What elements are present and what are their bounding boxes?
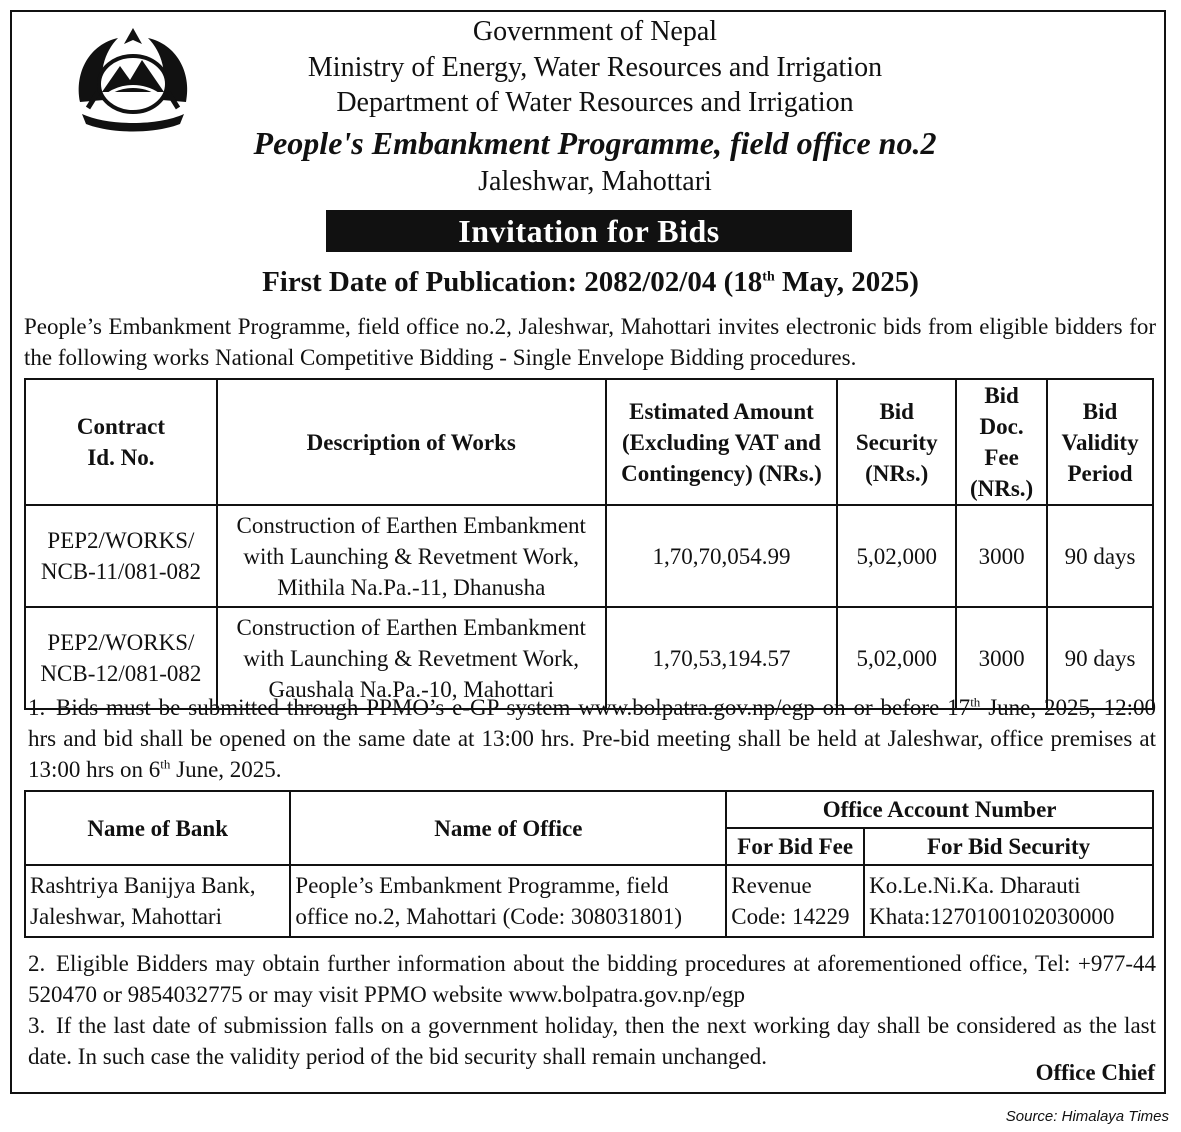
contract-id-cell: PEP2/WORKS/ NCB-12/081-082 [25, 607, 217, 709]
bank-table-header [25, 791, 1153, 828]
office-heading: People's Embankment Programme, field office no.2 [253, 125, 937, 161]
fee-cell: 3000 [956, 505, 1047, 607]
security-cell: 5,02,000 [837, 607, 956, 709]
works-table [24, 378, 1154, 710]
ministry-heading: Ministry of Energy, Water Resources and Irrigation [307, 52, 883, 83]
header-account-number: Office Account Number [726, 791, 1153, 828]
header-description: Description of Works [217, 379, 606, 505]
header-bid-security: Bid Security (NRs.) [837, 379, 956, 505]
header-bank-name: Name of Bank [25, 791, 290, 865]
note-1: 1. Bids must be submitted through PPMO’s e-GP system www.bolpatra.gov.np/egp on or before 17th June, 2025, 12:00 hrs and bid shall be opened on the same date at 13:00 hrs. Pre-bid meeting shall be held at Jaleshwar, office premises at 13:00 hrs on 6th June, 2025. [28, 694, 1156, 782]
validity-cell: 90 days [1047, 505, 1153, 607]
fee-cell: 3000 [956, 607, 1047, 709]
amount-cell: 1,70,70,054.99 [606, 505, 838, 607]
header-estimated-amount: Estimated Amount (Excluding VAT and Contingency) (NRs.) [606, 379, 838, 505]
description-cell: Construction of Earthen Embankment with Launching & Revetment Work, Gaushala Na.Pa.-10, Mahottari [217, 607, 606, 709]
department-heading: Department of Water Resources and Irrigation [336, 87, 854, 118]
office-name-cell: People’s Embankment Programme, field office no.2, Mahottari (Code: 308031801) [290, 865, 726, 937]
header-bid-security-account: For Bid Security [864, 828, 1153, 865]
bid-fee-account-cell: Revenue Code: 14229 [726, 865, 864, 937]
works-table-header [25, 379, 1153, 505]
nepal-emblem-icon [68, 22, 198, 134]
bank-name-cell: Rashtriya Banijya Bank, Jaleshwar, Mahottari [25, 865, 290, 937]
table-row [25, 865, 1153, 937]
description-cell: Construction of Earthen Embankment with Launching & Revetment Work, Mithila Na.Pa.-11, Dhanusha [217, 505, 606, 607]
source-credit: Source: Himalaya Times [1005, 1108, 1169, 1125]
validity-cell: 90 days [1047, 607, 1153, 709]
header-bid-doc-fee: Bid Doc. Fee (NRs.) [956, 379, 1047, 505]
header-bid-validity: Bid Validity Period [1047, 379, 1153, 505]
location-heading: Jaleshwar, Mahottari [478, 166, 712, 197]
intro-paragraph: People’s Embankment Programme, field office no.2, Jaleshwar, Mahottari invites electronic bids from eligible bidders for the following works National Competitive Bidding - Single Envelope Bidding procedures. [24, 314, 1156, 370]
invitation-banner: Invitation for Bids [326, 210, 852, 252]
note-2: 2. Eligible Bidders may obtain further information about the bidding procedures at aforementioned office, Tel: +977-44 520470 or 9854032775 or may visit PPMO website www.bolpatra.gov.np/egp [28, 951, 1156, 1007]
contract-id-cell: PEP2/WORKS/ NCB-11/081-082 [25, 505, 217, 607]
bank-table [24, 790, 1154, 938]
bid-security-account-cell: Ko.Le.Ni.Ka. Dharauti Khata:1270100102030000 [864, 865, 1153, 937]
table-row [25, 505, 1153, 607]
security-cell: 5,02,000 [837, 505, 956, 607]
header-office-name: Name of Office [290, 791, 726, 865]
signature-office-chief: Office Chief [1035, 1060, 1155, 1085]
government-heading: Government of Nepal [472, 16, 718, 47]
amount-cell: 1,70,53,194.57 [606, 607, 838, 709]
header-contract-id: Contract Id. No. [25, 379, 217, 505]
header-bid-fee-account: For Bid Fee [726, 828, 864, 865]
note-3: 3. If the last date of submission falls on a government holiday, then the next working day shall be considered as the last date. In such case the validity period of the bid security shall remain unchanged. [28, 1013, 1156, 1069]
publication-date: First Date of Publication: 2082/02/04 (18th May, 2025) [262, 266, 919, 298]
